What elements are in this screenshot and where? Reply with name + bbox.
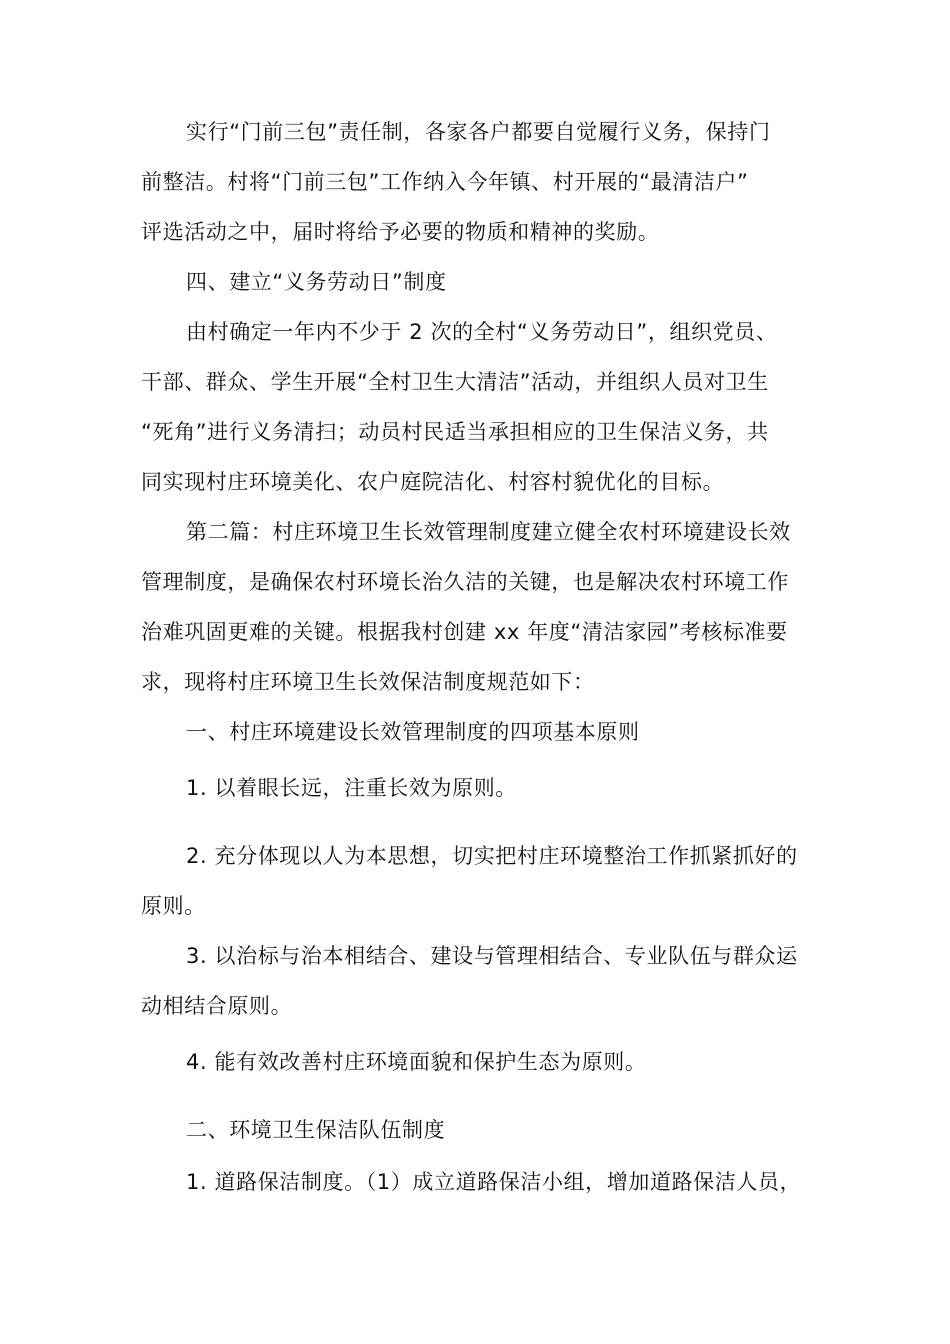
body-text-line: 干部、群众、学生开展“全村卫生大清洁”活动，并组织人员对卫生 [141, 370, 769, 394]
section-heading: 二、环境卫生保洁队伍制度 [186, 1118, 446, 1142]
body-text-line: “死角”进行义务清扫；动员村民适当承担相应的卫生保洁义务，共 [141, 420, 769, 444]
body-text-line: 同实现村庄环境美化、农户庭院洁化、村容村貌优化的目标。 [141, 470, 725, 494]
body-text-line: 由村确定一年内不少于 2 次的全村“义务劳动日”，组织党员、 [186, 320, 778, 344]
body-text-line: 治难巩固更难的关键。根据我村创建 xx 年度“清洁家园”考核标准要 [141, 620, 788, 644]
list-item: 3. 以治标与治本相结合、建设与管理相结合、专业队伍与群众运 [186, 944, 798, 968]
list-item: 1. 道路保洁制度。（1）成立道路保洁小组，增加道路保洁人员， [186, 1170, 802, 1194]
body-text-line: 管理制度，是确保农村环境长治久洁的关键，也是解决农村环境工作 [141, 570, 789, 594]
list-item: 1. 以着眼长远，注重长效为原则。 [186, 776, 517, 800]
list-item-continuation: 动相结合原则。 [141, 994, 293, 1018]
body-text-line: 实行“门前三包”责任制，各家各户都要自觉履行义务，保持门 [186, 120, 771, 144]
body-text-line: 求，现将村庄环境卫生长效保洁制度规范如下： [141, 670, 595, 694]
list-item: 4. 能有效改善村庄环境面貌和保护生态为原则。 [186, 1050, 647, 1074]
body-text-line: 评选活动之中，届时将给予必要的物质和精神的奖励。 [141, 220, 660, 244]
list-item-continuation: 原则。 [141, 894, 206, 918]
body-text-line: 前整洁。村将“门前三包”工作纳入今年镇、村开展的“最清洁户” [141, 170, 749, 194]
section-heading: 四、建立“义务劳动日”制度 [186, 270, 447, 294]
body-text-line: 第二篇：村庄环境卫生长效管理制度建立健全农村环境建设长效 [186, 520, 791, 544]
section-heading: 一、村庄环境建设长效管理制度的四项基本原则 [186, 720, 640, 744]
list-item: 2. 充分体现以人为本思想，切实把村庄环境整治工作抓紧抓好的 [186, 844, 798, 868]
